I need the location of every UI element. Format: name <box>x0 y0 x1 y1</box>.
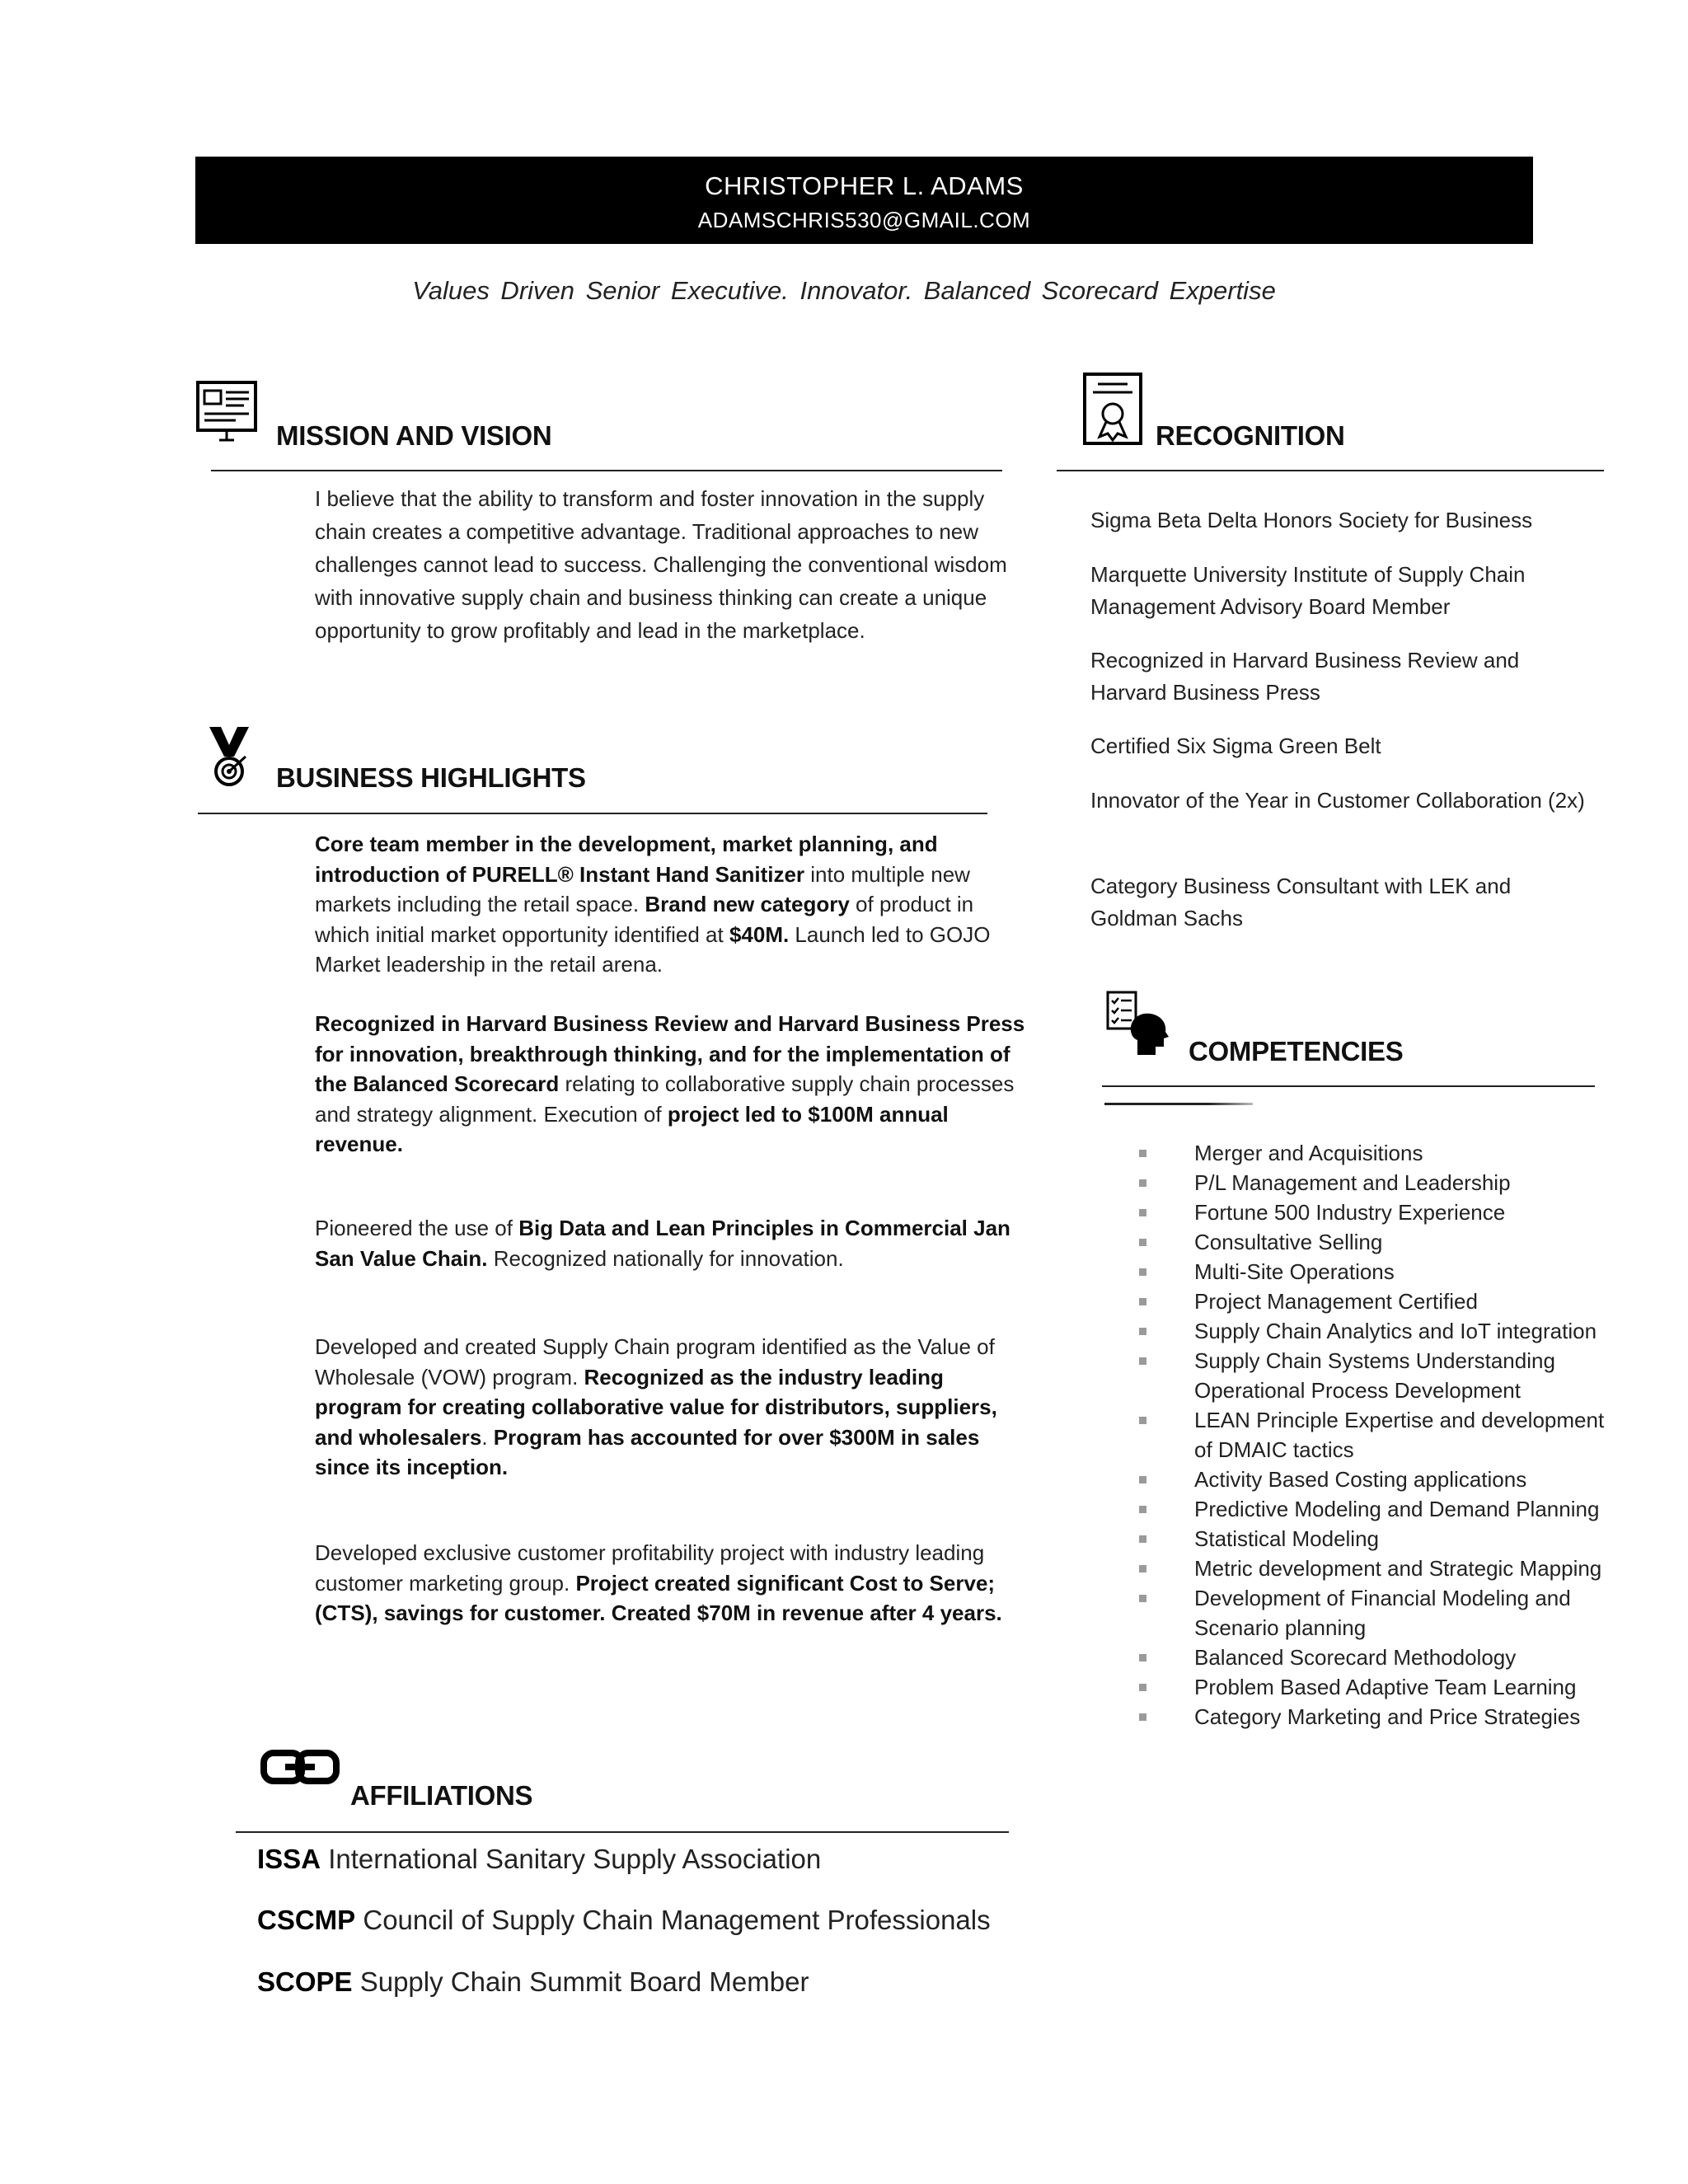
chain-link-icon <box>260 1749 340 1787</box>
bullet-icon <box>1139 1417 1146 1424</box>
tagline: Values Driven Senior Executive. Innovator. Balanced Scorecard Expertise <box>412 276 1276 305</box>
affiliation-item: ISSA International Sanitary Supply Association <box>257 1844 822 1874</box>
bullet-icon <box>1139 1595 1146 1602</box>
competency-item: Merger and Acquisitions <box>1194 1138 1606 1168</box>
presentation-board-icon <box>195 379 260 445</box>
medal-target-icon <box>206 724 252 790</box>
competency-item: Multi-Site Operations <box>1194 1257 1606 1286</box>
recognition-item: Sigma Beta Delta Honors Society for Business <box>1090 508 1533 532</box>
highlights-divider <box>198 813 987 814</box>
competency-item: Activity Based Costing applications <box>1194 1465 1606 1494</box>
competencies-list <box>1194 1138 1606 1732</box>
affiliation-item: CSCMP Council of Supply Chain Management Professionals <box>257 1905 991 1935</box>
competencies-title: COMPETENCIES <box>1189 1036 1404 1066</box>
competencies-divider <box>1102 1085 1595 1087</box>
competency-item: Development of Financial Modeling and Scenario planning <box>1194 1583 1606 1643</box>
candidate-email[interactable]: ADAMSCHRIS530@GMAIL.COM <box>697 208 1031 232</box>
competency-item: Fortune 500 Industry Experience <box>1194 1197 1606 1227</box>
mission-title: MISSION AND VISION <box>276 420 552 451</box>
bullet-icon <box>1139 1150 1146 1157</box>
certificate-award-icon <box>1081 371 1144 447</box>
bullet-icon <box>1139 1357 1146 1365</box>
recognition-item: Innovator of the Year in Customer Collaboration (2x) <box>1090 788 1585 813</box>
competency-item: Consultative Selling <box>1194 1227 1606 1257</box>
checklist-head-icon <box>1104 989 1170 1057</box>
bullet-icon <box>1139 1209 1146 1216</box>
recognition-title: RECOGNITION <box>1156 420 1345 451</box>
header-banner <box>195 157 1533 244</box>
competency-item: Problem Based Adaptive Team Learning <box>1194 1672 1606 1702</box>
competency-item: P/L Management and Leadership <box>1194 1168 1606 1197</box>
competency-item: Supply Chain Systems Understanding Operational Process Development <box>1194 1346 1606 1405</box>
highlight-item: Developed exclusive customer profitability project with industry leading customer marketing group. Project created significant Cost to Serve; (CTS), savings for customer. Created $70M in revenue after 4 years. <box>315 1540 1002 1625</box>
bullet-icon <box>1139 1298 1146 1305</box>
bullet-icon <box>1139 1506 1146 1513</box>
recognition-item: Certified Six Sigma Green Belt <box>1090 733 1381 758</box>
recognition-item: Recognized in Harvard Business Review and Harvard Business Press <box>1090 648 1520 705</box>
highlight-item: Developed and created Supply Chain program identified as the Value of Wholesale (VOW) program. Recognized as the industry leading program for creating collaborative value for distributors, suppliers, and wholesalers. Program has accounted for over $300M in sales since its inception. <box>315 1334 997 1479</box>
competency-item: Balanced Scorecard Methodology <box>1194 1643 1606 1672</box>
affiliations-title: AFFILIATIONS <box>350 1780 533 1811</box>
competency-item: Metric development and Strategic Mapping <box>1194 1554 1606 1583</box>
affiliation-item: SCOPE Supply Chain Summit Board Member <box>257 1966 809 1997</box>
mission-divider <box>211 470 1002 471</box>
mission-text: I believe that the ability to transform and foster innovation in the supply chain creates a competitive advantage. Traditional approaches to new challenges cannot lead to success. Challenging the conventional wisdom with innovative supply chain and business thinking can create a unique opportunity to grow profitably and lead in the marketplace. <box>315 486 1007 643</box>
competency-item: Predictive Modeling and Demand Planning <box>1194 1494 1606 1524</box>
competency-item: Project Management Certified <box>1194 1286 1606 1316</box>
bullet-icon <box>1139 1179 1146 1187</box>
recognition-item: Category Business Consultant with LEK and Goldman Sachs <box>1090 874 1512 930</box>
bullet-icon <box>1139 1268 1146 1276</box>
bullet-icon <box>1139 1328 1146 1335</box>
bullet-icon <box>1139 1565 1146 1572</box>
competency-item: Supply Chain Analytics and IoT integration <box>1194 1316 1606 1346</box>
affiliations-divider <box>236 1831 1009 1833</box>
bullet-icon <box>1139 1654 1146 1661</box>
recognition-item: Marquette University Institute of Supply Chain Management Advisory Board Member <box>1090 562 1526 619</box>
competency-item: LEAN Principle Expertise and development of DMAIC tactics <box>1194 1405 1606 1465</box>
recognition-divider <box>1057 470 1604 471</box>
highlight-item: Recognized in Harvard Business Review and Harvard Business Press for innovation, breakthrough thinking, and for the implementation of the Balanced Scorecard relating to collaborative supply chain processes and strategy alignment. Execution of project led to $100M annual revenue. <box>315 1011 1025 1156</box>
bullet-icon <box>1139 1239 1146 1246</box>
bullet-icon <box>1139 1713 1146 1721</box>
highlights-title: BUSINESS HIGHLIGHTS <box>276 762 586 793</box>
competency-item: Category Marketing and Price Strategies <box>1194 1702 1606 1732</box>
bullet-icon <box>1139 1684 1146 1691</box>
highlight-item: Core team member in the development, market planning, and introduction of PURELL® Instant Hand Sanitizer into multiple new markets including the retail space. Brand new category of product in which initial market opportunity identified at $40M. Launch led to GOJO Market leadership in the retail arena. <box>315 832 991 977</box>
candidate-name: CHRISTOPHER L. ADAMS <box>705 171 1024 200</box>
highlight-item: Pioneered the use of Big Data and Lean Principles in Commercial Jan San Value Chain. Recognized nationally for innovation. <box>315 1216 1010 1271</box>
competency-item: Statistical Modeling <box>1194 1524 1606 1554</box>
bullet-icon <box>1139 1476 1146 1483</box>
bullet-icon <box>1139 1535 1146 1543</box>
competencies-subrule <box>1104 1103 1253 1105</box>
